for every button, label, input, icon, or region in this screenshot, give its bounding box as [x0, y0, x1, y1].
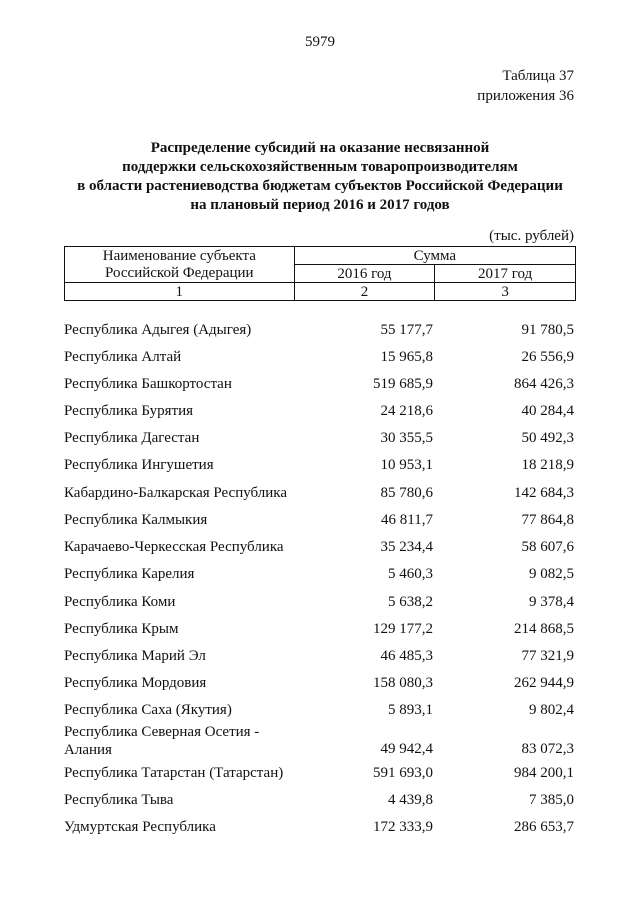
value-2017: 91 780,5 — [521, 322, 574, 338]
value-2017: 9 082,5 — [529, 566, 574, 582]
region-name: Кабардино-Балкарская Республика — [64, 485, 288, 501]
value-2016: 10 953,1 — [380, 457, 433, 473]
table-row — [0, 430, 640, 450]
appendix-reference: приложения 36 — [477, 88, 574, 104]
value-2017: 9 802,4 — [529, 702, 574, 718]
header-year-2016: 2016 год — [294, 265, 435, 283]
value-2017: 142 684,3 — [514, 485, 574, 501]
value-2016: 46 811,7 — [381, 512, 433, 528]
document-title — [60, 139, 580, 215]
value-2016: 4 439,8 — [388, 792, 433, 808]
value-2017: 262 944,9 — [514, 675, 574, 691]
value-2017: 26 556,9 — [521, 349, 574, 365]
value-2017: 7 385,0 — [529, 792, 574, 808]
table-row — [0, 594, 640, 614]
value-2016: 15 965,8 — [380, 349, 433, 365]
units-label: (тыс. рублей) — [489, 228, 574, 244]
region-name: Карачаево-Черкесская Республика — [64, 539, 284, 555]
table-row — [0, 819, 640, 839]
value-2017: 9 378,4 — [529, 594, 574, 610]
header-sum-cell: Сумма — [294, 247, 575, 265]
region-name: Республика Башкортостан — [64, 376, 232, 392]
header-name-cell: Наименование субъекта Российской Федерации — [65, 247, 295, 283]
table-row — [0, 566, 640, 586]
region-name: Республика Северная Осетия - Алания — [64, 724, 260, 758]
value-2017: 83 072,3 — [521, 741, 574, 757]
region-name: Республика Татарстан (Татарстан) — [64, 765, 284, 781]
region-name: Республика Адыгея (Адыгея) — [64, 322, 252, 338]
value-2016: 46 485,3 — [380, 648, 433, 664]
table-header — [64, 246, 576, 301]
region-name: Республика Саха (Якутия) — [64, 702, 232, 718]
value-2017: 58 607,6 — [521, 539, 574, 555]
region-name: Республика Бурятия — [64, 403, 194, 419]
table-row — [0, 765, 640, 785]
value-2016: 35 234,4 — [380, 539, 433, 555]
region-name: Республика Мордовия — [64, 675, 207, 691]
table-row — [0, 648, 640, 668]
value-2017: 18 218,9 — [521, 457, 574, 473]
region-name: Республика Ингушетия — [64, 457, 214, 473]
table-row — [0, 792, 640, 812]
table-row — [0, 724, 640, 761]
region-name: Республика Тыва — [64, 792, 174, 808]
table-row — [0, 349, 640, 369]
value-2016: 5 460,3 — [388, 566, 433, 582]
table-row — [0, 702, 640, 722]
header-col-number: 2 — [294, 283, 435, 301]
value-2017: 984 200,1 — [514, 765, 574, 781]
title-line: в области растениеводства бюджетам субъектов Российской Федерации — [77, 178, 563, 194]
table-row — [0, 621, 640, 641]
value-2016: 519 685,9 — [373, 376, 433, 392]
page-number: 5979 — [305, 34, 335, 50]
value-2016: 172 333,9 — [373, 819, 433, 835]
value-2017: 214 868,5 — [514, 621, 574, 637]
value-2017: 40 284,4 — [521, 403, 574, 419]
value-2016: 591 693,0 — [373, 765, 433, 781]
region-name: Республика Алтай — [64, 349, 182, 365]
region-name: Удмуртская Республика — [64, 819, 216, 835]
table-row — [0, 485, 640, 505]
region-name: Республика Калмыкия — [64, 512, 208, 528]
region-name: Республика Карелия — [64, 566, 195, 582]
value-2016: 24 218,6 — [380, 403, 433, 419]
value-2016: 49 942,4 — [380, 741, 433, 757]
title-line: Распределение субсидий на оказание несвязанной — [150, 140, 490, 156]
header-year-2017: 2017 год — [435, 265, 576, 283]
region-name: Республика Коми — [64, 594, 176, 610]
value-2016: 129 177,2 — [373, 621, 433, 637]
table-reference: Таблица 37 — [502, 68, 574, 84]
region-name: Республика Дагестан — [64, 430, 200, 446]
table-row — [0, 512, 640, 532]
value-2016: 5 893,1 — [388, 702, 433, 718]
table-row — [0, 539, 640, 559]
table-row — [0, 376, 640, 396]
table-row — [0, 322, 640, 342]
value-2017: 286 653,7 — [514, 819, 574, 835]
value-2017: 864 426,3 — [514, 376, 574, 392]
title-line: на плановый период 2016 и 2017 годов — [190, 197, 450, 213]
header-col-number: 3 — [435, 283, 576, 301]
table-row — [0, 675, 640, 695]
value-2017: 50 492,3 — [521, 430, 574, 446]
value-2016: 158 080,3 — [373, 675, 433, 691]
table-row — [0, 457, 640, 477]
value-2016: 5 638,2 — [388, 594, 433, 610]
value-2016: 30 355,5 — [380, 430, 433, 446]
value-2017: 77 321,9 — [521, 648, 574, 664]
value-2016: 55 177,7 — [380, 322, 433, 338]
header-col-number: 1 — [65, 283, 295, 301]
table-row — [0, 403, 640, 423]
title-line: поддержки сельскохозяйственным товаропроизводителям — [122, 159, 518, 175]
region-name: Республика Крым — [64, 621, 179, 637]
value-2017: 77 864,8 — [521, 512, 574, 528]
region-name: Республика Марий Эл — [64, 648, 206, 664]
value-2016: 85 780,6 — [380, 485, 433, 501]
